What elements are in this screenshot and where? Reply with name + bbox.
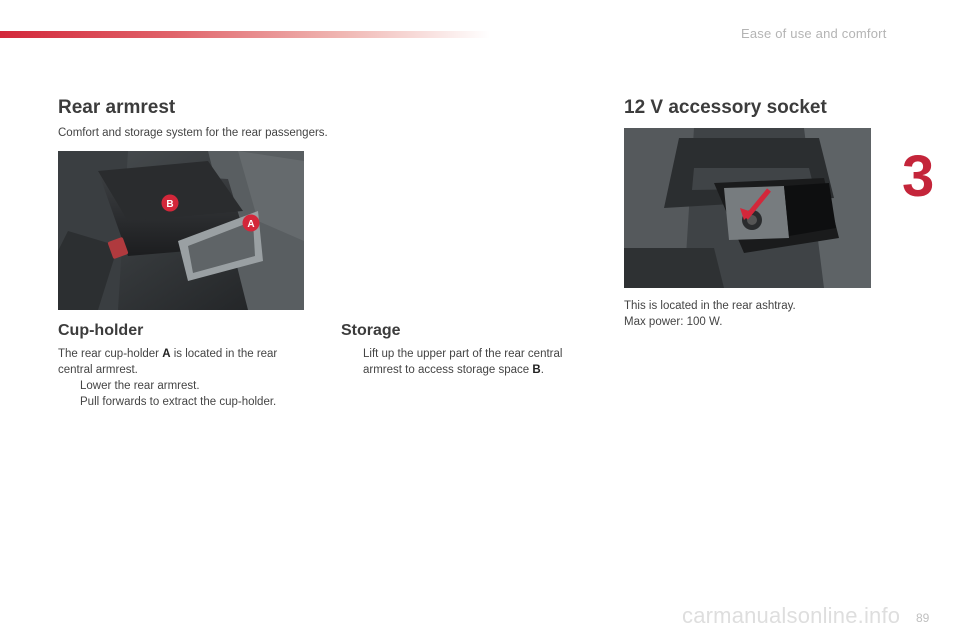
chapter-color-bar	[0, 31, 490, 38]
label-b-marker: B	[166, 199, 174, 210]
storage-title: Storage	[341, 322, 401, 339]
cup-holder-bullet-2: Pull forwards to extract the cup-holder.	[80, 396, 277, 408]
accessory-socket-title: 12 V accessory socket	[624, 97, 827, 118]
page-number: 89	[916, 611, 930, 625]
rear-armrest-title: Rear armrest	[58, 97, 176, 118]
rear-armrest-illustration	[58, 151, 304, 310]
accessory-socket-photo	[624, 128, 871, 288]
chapter-name: Ease of use and comfort	[741, 26, 887, 41]
cup-holder-text: The rear cup-holder A is located in the rear central armrest.	[58, 348, 278, 376]
cup-holder-title: Cup-holder	[58, 322, 144, 339]
cup-holder-bullet-1: Lower the rear armrest.	[80, 380, 200, 392]
watermark: carmanualsonline.info	[682, 603, 901, 628]
chapter-number: 3	[902, 144, 935, 209]
rear-armrest-photo	[58, 151, 304, 310]
accessory-socket-illustration	[624, 128, 871, 288]
label-a-marker: A	[247, 219, 255, 230]
storage-bullet: Lift up the upper part of the rear central armrest to access storage space B.	[363, 348, 563, 376]
rear-armrest-intro: Comfort and storage system for the rear passengers.	[58, 127, 328, 139]
accessory-socket-text: This is located in the rear ashtray. Max power: 100 W.	[624, 300, 796, 328]
